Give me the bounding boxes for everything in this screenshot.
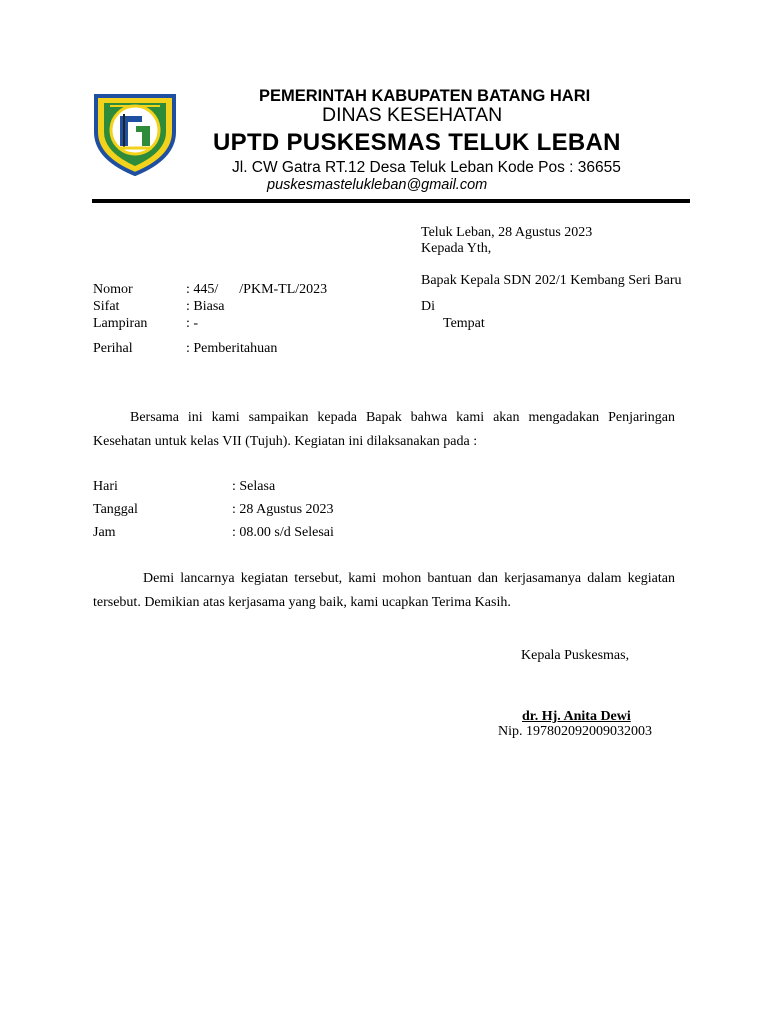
signatory-title: Kepala Puskesmas, bbox=[521, 648, 630, 663]
office-email[interactable]: puskesmastelukleban@gmail.com bbox=[267, 177, 488, 193]
body-paragraph-1: Bersama ini kami sampaikan kepada Bapak bahwa kami akan mengadakan Penjaringan Kesehatan untuk kelas VII (Tujuh). Kegiatan ini dilaksanakan pada : bbox=[93, 410, 675, 449]
batang-hari-regency-crest-icon bbox=[90, 86, 180, 176]
unit-name: UPTD PUSKESMAS TELUK LEBAN bbox=[213, 129, 621, 156]
schedule-value-jam: : 08.00 s/d Selesai bbox=[232, 525, 334, 540]
schedule-value-hari: : Selasa bbox=[232, 479, 276, 494]
location: Tempat bbox=[443, 316, 485, 331]
department-name: DINAS KESEHATAN bbox=[322, 104, 503, 126]
recipient: Bapak Kepala SDN 202/1 Kembang Seri Baru bbox=[421, 273, 682, 288]
body-paragraph-2: Demi lancarnya kegiatan tersebut, kami mohon bantuan dan kerjasamanya dalam kegiatan tersebut. Demikian atas kerjasama yang baik, kami ucapkan Terima Kasih. bbox=[93, 571, 675, 610]
schedule-label-hari: Hari bbox=[93, 479, 118, 494]
office-address: Jl. CW Gatra RT.12 Desa Teluk Leban Kode Pos : 36655 bbox=[232, 159, 621, 176]
schedule-label-jam: Jam bbox=[93, 525, 116, 540]
meta-label-sifat: Sifat bbox=[93, 299, 120, 314]
meta-value-lampiran: : - bbox=[186, 316, 199, 331]
meta-label-lampiran: Lampiran bbox=[93, 316, 148, 331]
meta-value-nomor: : 445/ /PKM-TL/2023 bbox=[186, 282, 328, 297]
government-name: PEMERINTAH KABUPATEN BATANG HARI bbox=[259, 87, 591, 105]
place-date: Teluk Leban, 28 Agustus 2023 bbox=[421, 225, 593, 240]
meta-label-nomor: Nomor bbox=[93, 282, 133, 297]
meta-value-perihal: : Pemberitahuan bbox=[186, 341, 278, 356]
signatory-nip: Nip. 197802092009032003 bbox=[498, 724, 652, 739]
schedule-value-tanggal: : 28 Agustus 2023 bbox=[232, 502, 334, 517]
meta-label-perihal: Perihal bbox=[93, 341, 133, 356]
addressee-label: Kepada Yth, bbox=[421, 241, 492, 256]
schedule-label-tanggal: Tanggal bbox=[93, 502, 138, 517]
signatory-name: dr. Hj. Anita Dewi bbox=[522, 709, 631, 724]
location-prefix: Di bbox=[421, 299, 435, 314]
meta-value-sifat: : Biasa bbox=[186, 299, 225, 314]
letterhead-divider bbox=[92, 199, 690, 203]
